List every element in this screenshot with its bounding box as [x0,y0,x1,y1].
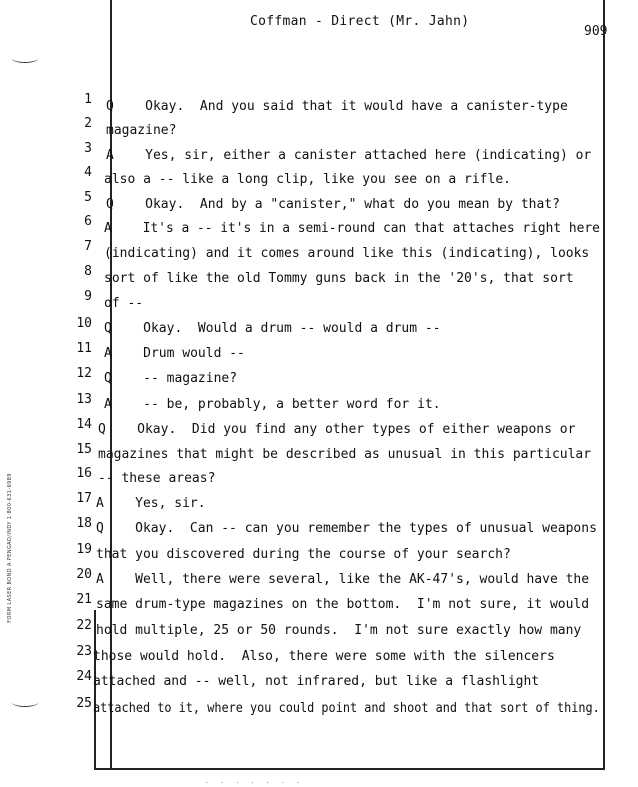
transcript-line: A -- be, probably, a better word for it. [104,397,441,412]
right-margin-rule [603,0,605,770]
line-number: 2 [84,116,92,131]
line-number: 7 [84,239,92,254]
line-number: 16 [76,466,92,481]
line-number: 18 [76,516,92,531]
bottom-rule [95,768,605,770]
transcript-line: that you discovered during the course of your search? [96,547,511,562]
transcript-line: also a -- like a long clip, like you see on a rifle. [104,172,511,187]
line-number: 12 [76,366,92,381]
transcript-line: sort of like the old Tommy guns back in the '20's, that sort [104,271,574,286]
form-vendor-text: FORM LASER BOND A PENGAD/INDY 1-800-631-6989 [7,473,13,623]
transcript-line: A Drum would -- [104,346,245,361]
line-number: 11 [76,341,92,356]
transcript-line: same drum-type magazines on the bottom. I'm not sure, it would [96,597,590,612]
line-number: 21 [76,592,92,607]
page-number: 909 [584,24,608,39]
line-number: 3 [84,141,92,156]
transcript-line: magazines that might be described as unusual in this particular [98,447,592,462]
line-number: 17 [76,491,92,506]
transcript-line: A Yes, sir. [96,496,206,511]
line-number: 1 [84,92,92,107]
transcript-line: attached and -- well, not infrared, but like a flashlight [93,674,540,689]
transcript-line: hold multiple, 25 or 50 rounds. I'm not sure exactly how many [96,623,582,638]
punch-hole-mark [12,698,38,707]
line-number: 6 [84,214,92,229]
line-number: 14 [76,417,92,432]
transcript-line: Q Okay. And you said that it would have a canister-type [106,99,568,114]
transcript-line: those would hold. Also, there were some with the silencers [93,649,555,664]
transcript-line: of -- [104,296,144,311]
line-number: 20 [76,567,92,582]
line-number: 13 [76,392,92,407]
punch-hole-mark [12,54,38,63]
transcript-line: A Yes, sir, either a canister attached here (indicating) or [106,148,592,163]
line-number: 15 [76,442,92,457]
line-number: 9 [84,289,92,304]
page-header: Coffman - Direct (Mr. Jahn) [250,14,470,29]
line-number: 23 [76,644,92,659]
line-number: 4 [84,165,92,180]
bottom-dots: . . . . . . . [205,778,304,785]
transcript-line: A It's a -- it's in a semi-round can that attaches right here [104,221,600,236]
transcript-line: Q Okay. Did you find any other types of either weapons or [98,422,576,437]
transcript-line: Q Okay. Can -- can you remember the types of unusual weapons [96,521,597,536]
transcript-line: A Well, there were several, like the AK-47's, would have the [96,572,590,587]
line-number: 10 [76,316,92,331]
transcript-line: magazine? [106,123,177,138]
line-number: 25 [76,696,92,711]
transcript-line: Q Okay. And by a "canister," what do you mean by that? [106,197,560,212]
line-number: 22 [76,618,92,633]
line-number: 8 [84,264,92,279]
line-number: 24 [76,669,92,684]
transcript-line: Q -- magazine? [104,371,238,386]
transcript-line: Q Okay. Would a drum -- would a drum -- [104,321,441,336]
line-number: 5 [84,190,92,205]
line-number: 19 [76,542,92,557]
transcript-line: attached to it, where you could point and shoot and that sort of thing. [93,701,600,716]
transcript-line: -- these areas? [98,471,216,486]
transcript-line: (indicating) and it comes around like this (indicating), looks [104,246,590,261]
